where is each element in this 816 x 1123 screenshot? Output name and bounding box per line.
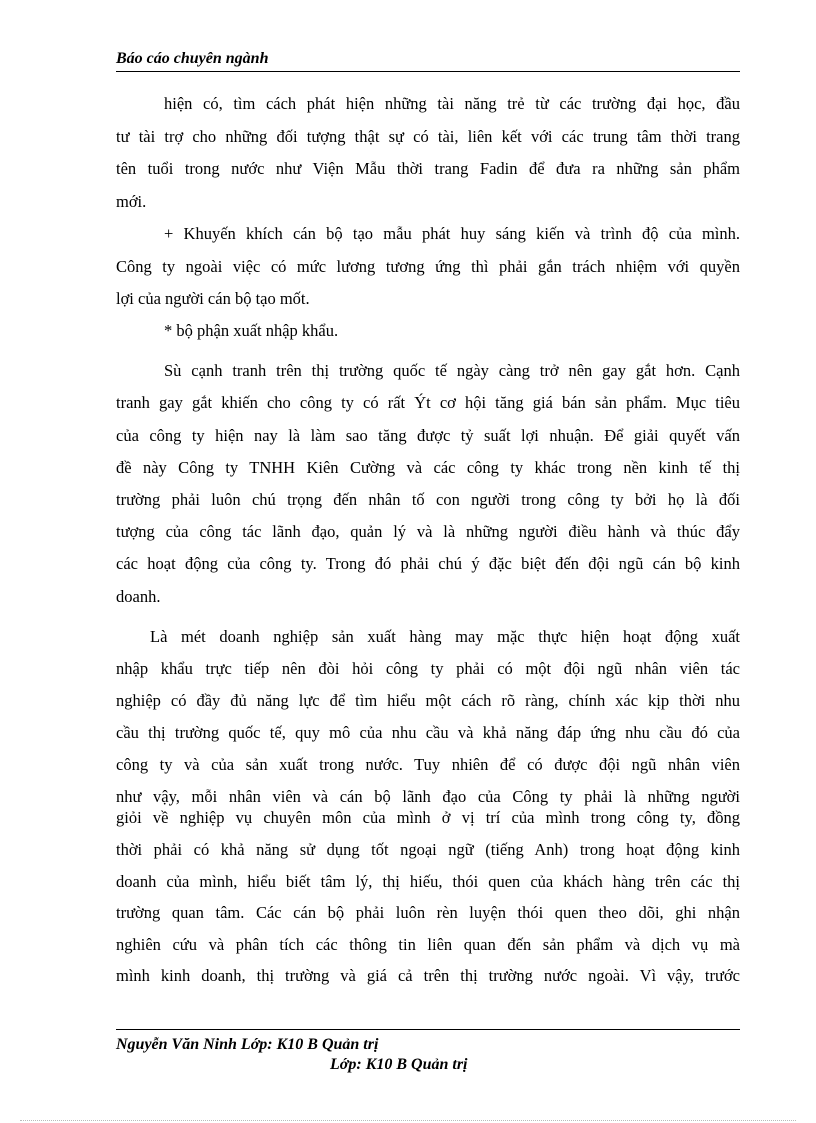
header-title: Báo cáo chuyên ngành [116, 50, 269, 67]
text-line: các hoạt động của công ty. Trong đó phải chú ý đặc biệt đến đội ngũ cán bộ kinh [116, 554, 740, 573]
text-line: nhập khẩu trực tiếp nên đòi hỏi công ty phải có một đội ngũ nhân viên tác [116, 659, 740, 678]
text-line: mới. [116, 192, 147, 211]
text-line: Sù cạnh tranh trên thị trường quốc tế ngày càng trở nên gay gắt hơn. Cạnh [164, 361, 740, 380]
text-line: hiện có, tìm cách phát hiện những tài năng trẻ từ các trường đại học, đầu [164, 94, 740, 113]
text-line: tượng của công tác lãnh đạo, quản lý và là những người điều hành và thúc đẩy [116, 522, 740, 541]
text-line: Là mét doanh nghiệp sản xuất hàng may mặc thực hiện hoạt động xuất [150, 627, 740, 646]
text-line: cầu thị trường quốc tế, quy mô của nhu cầu và khả năng đáp ứng nhu cầu đó của [116, 723, 740, 742]
text-line: đề này Công ty TNHH Kiên Cường và các công ty khác trong nền kinh tế thị [116, 458, 740, 477]
text-line: công ty và của sản xuất trong nước. Tuy nhiên để có được đội ngũ nhân viên [116, 755, 740, 774]
text-line: tên tuổi trong nước như Viện Mẫu thời trang Fadin để đưa ra những sản phẩm [116, 159, 740, 178]
text-line: lợi của người cán bộ tạo mốt. [116, 289, 310, 308]
text-line: Công ty ngoài việc có mức lương tương ứng thì phải gắn trách nhiệm với quyền [116, 257, 740, 276]
text-line: + Khuyến khích cán bộ tạo mẫu phát huy sáng kiến và trình độ của mình. [164, 224, 740, 243]
text-line: trường phải luôn chú trọng đến nhân tố con người trong công ty bởi họ là đối [116, 490, 740, 509]
text-line: trường quan tâm. Các cán bộ phải luôn rèn luyện thói quen theo dõi, ghi nhận [116, 903, 740, 922]
footer-author-class: Nguyễn Văn Ninh Lớp: K10 B Quản trị [116, 1036, 379, 1053]
text-line: như vậy, mỗi nhân viên và cán bộ lãnh đạo của Công ty phải là những người [116, 787, 740, 806]
text-line: nghiên cứu và phân tích các thông tin liên quan đến sản phẩm và dịch vụ mà [116, 935, 740, 954]
text-line: doanh. [116, 587, 161, 606]
text-line: nghiệp có đầy đủ năng lực để tìm hiểu một cách rõ ràng, chính xác kịp thời nhu [116, 691, 740, 710]
footer-class: Lớp: K10 B Quản trị [330, 1056, 468, 1073]
text-line: doanh của mình, hiểu biết tâm lý, thị hiếu, thói quen của khách hàng trên các thị [116, 872, 740, 891]
text-line: giỏi về nghiệp vụ chuyên môn của mình ở vị trí của mình trong công ty, đồng [116, 808, 740, 827]
text-line: tư tài trợ cho những đối tượng thật sự có tài, liên kết với các trung tâm thời trang [116, 127, 740, 146]
text-line: * bộ phận xuất nhập khẩu. [164, 321, 339, 340]
header-rule [116, 71, 740, 72]
text-line: tranh gay gắt khiến cho công ty có rất Ýt cơ hội tăng giá bán sản phẩm. Mục tiêu [116, 393, 740, 412]
text-line: thời phải có khả năng sử dụng tốt ngoại ngữ (tiếng Anh) trong hoạt động kinh [116, 840, 740, 859]
footer-rule [116, 1029, 740, 1030]
text-line: mình kinh doanh, thị trường và giá cả trên thị trường nước ngoài. Vì vậy, trước [116, 966, 740, 985]
text-line: của công ty hiện nay là làm sao tăng được tỷ suất lợi nhuận. Để giải quyết vấn [116, 426, 740, 445]
page-bottom-dotted-line [20, 1120, 796, 1121]
